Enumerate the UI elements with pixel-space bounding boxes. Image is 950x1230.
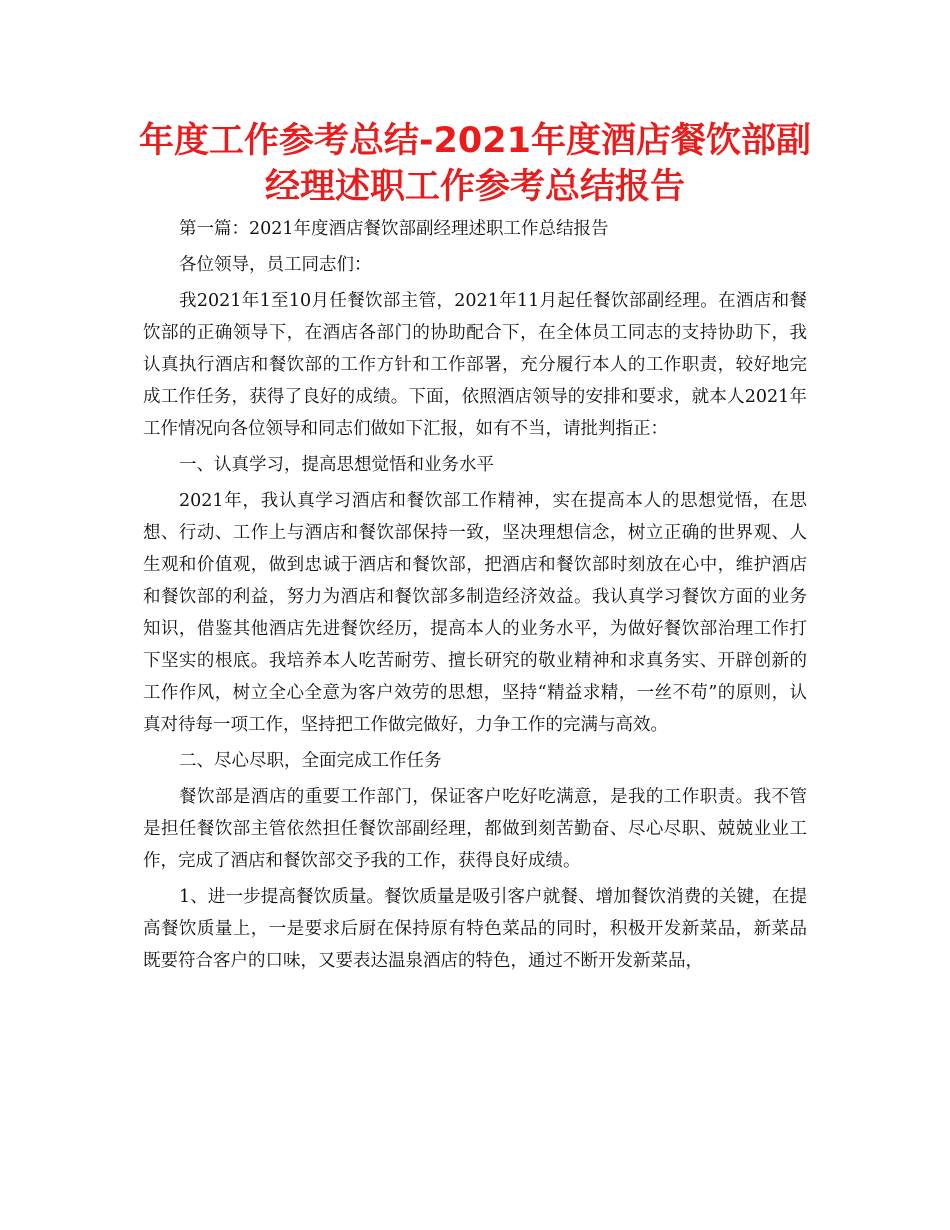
document-body [143, 213, 807, 977]
section-heading-first-article: 第一篇：2021年度酒店餐饮部副经理述职工作总结报告 [179, 219, 609, 239]
paragraph-duty: 餐饮部是酒店的重要工作部门，保证客户吃好吃满意，是我的工作职责。我不管是担任餐饮部主管依然担任餐饮部副经理，都做到刻苦勤奋、尽心尽职、兢兢业业工作，完成了酒店和餐饮部交予我的工作，获得良好成绩。 [143, 787, 807, 871]
paragraph-study: 2021年，我认真学习酒店和餐饮部工作精神，实在提高本人的思想觉悟，在思想、行动、工作上与酒店和餐饮部保持一致，坚决理想信念，树立正确的世界观、人生观和价值观，做到忠诚于酒店和餐饮部，把酒店和餐饮部时刻放在心中，维护酒店和餐饮部的利益，努力为酒店和餐饮部多制造经济效益。我认真学习餐饮方面的业务知识，借鉴其他酒店先进餐饮经历，提高本人的业务水平，为做好餐饮部治理工作打下坚实的根底。我培养本人吃苦耐劳、擅长研究的敬业精神和求真务实、开辟创新的工作作风，树立全心全意为客户效劳的思想，坚持“精益求精，一丝不苟”的原则，认真对待每一项工作，坚持把工作做完做好，力争工作的完满与高效。 [143, 491, 807, 735]
document-title: 年度工作参考总结-2021年度酒店餐饮部副经理述职工作参考总结报告 [139, 121, 811, 207]
paragraph-intro: 我2021年1至10月任餐饮部主管，2021年11月起任餐饮部副经理。在酒店和餐饮部的正确领导下，在酒店各部门的协助配合下，在全体员工同志的支持协助下，我认真执行酒店和餐饮部的工作方针和工作部署，充分履行本人的工作职责，较好地完成工作任务，获得了良好的成绩。下面，依照酒店领导的安排和要求，就本人2021年工作情况向各位领导和同志们做如下汇报，如有不当，请批判指正： [143, 291, 807, 439]
section-heading-duty: 二、尽心尽职，全面完成工作任务 [179, 751, 442, 771]
paragraph-quality: 1、进一步提高餐饮质量。餐饮质量是吸引客户就餐、增加餐饮消费的关键，在提高餐饮质量上，一是要求后厨在保持原有特色菜品的同时，积极开发新菜品，新菜品既要符合客户的口味，又要表达温泉酒店的特色，通过不断开发新菜品， [143, 887, 807, 971]
section-heading-study: 一、认真学习，提高思想觉悟和业务水平 [179, 455, 494, 475]
salutation: 各位领导，员工同志们： [179, 255, 372, 275]
